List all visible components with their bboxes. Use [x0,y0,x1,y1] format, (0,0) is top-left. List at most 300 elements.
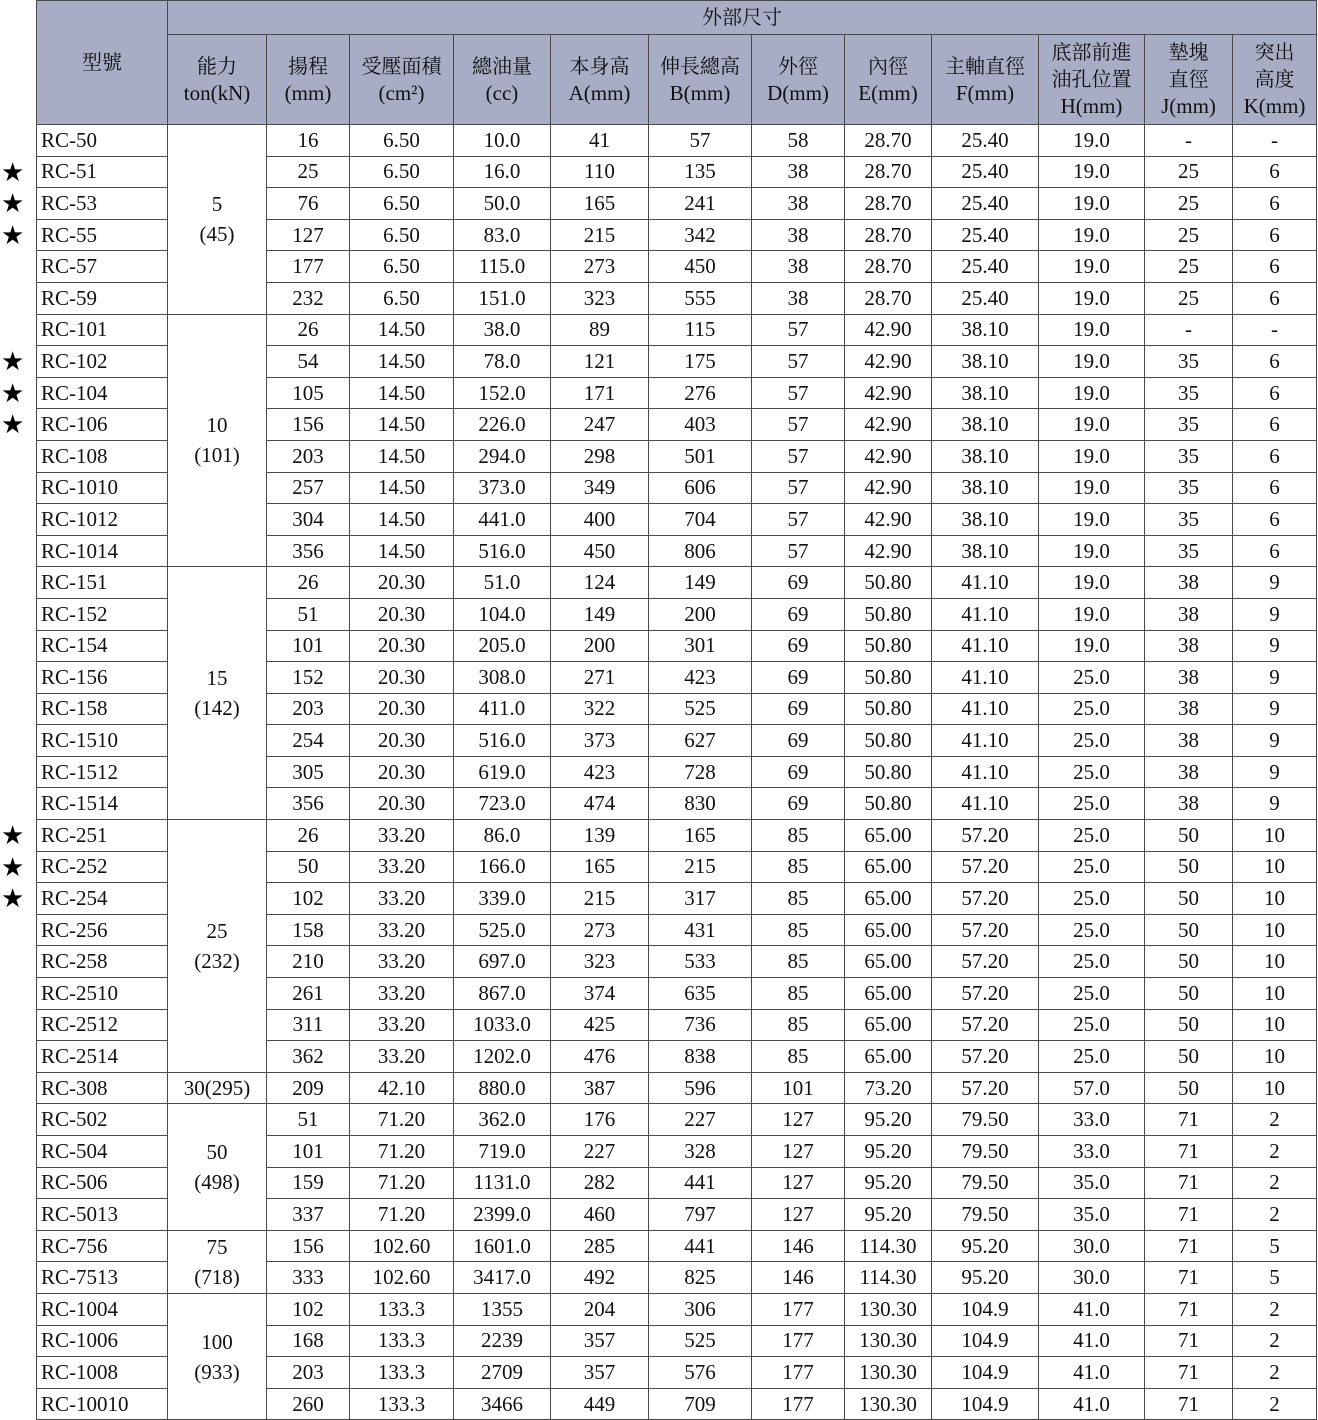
value-cell-e: 95.20 [845,1136,932,1168]
column-header [845,35,932,125]
model-cell: RC-504 [37,1136,168,1168]
value-cell-e: 42.90 [845,346,932,378]
value-cell-area: 6.50 [350,282,454,314]
value-cell-k: 6 [1233,472,1317,504]
value-cell-stroke: 356 [267,535,350,567]
value-cell-h: 35.0 [1039,1167,1145,1199]
star-icon: ★ [1,853,25,883]
model-cell: RC-1510 [37,725,168,757]
column-header-unit: (cm²) [378,80,425,105]
value-cell-e: 50.80 [845,630,932,662]
column-header [752,35,845,125]
value-cell-b: 806 [649,535,752,567]
value-cell-a: 273 [551,251,649,283]
value-cell-oil: 723.0 [454,788,551,820]
column-header-title: 底部前進 [1051,40,1132,64]
column-header-unit: (cc) [485,80,519,105]
value-cell-b: 450 [649,251,752,283]
value-cell-b: 227 [649,1104,752,1136]
value-cell-f: 41.10 [932,662,1039,694]
value-cell-j: 35 [1145,535,1233,567]
value-cell-a: 165 [551,188,649,220]
value-cell-k: 10 [1233,1009,1317,1041]
value-cell-d: 38 [752,188,845,220]
value-cell-a: 400 [551,504,649,536]
value-cell-b: 115 [649,314,752,346]
model-cell: RC-2510 [37,978,168,1010]
value-cell-h: 25.0 [1039,756,1145,788]
value-cell-k: 5 [1233,1262,1317,1294]
value-cell-f: 79.50 [932,1136,1039,1168]
value-cell-j: 71 [1145,1357,1233,1389]
value-cell-d: 57 [752,535,845,567]
value-cell-oil: 16.0 [454,156,551,188]
value-cell-area: 14.50 [350,314,454,346]
value-cell-b: 596 [649,1072,752,1104]
value-cell-j: 38 [1145,693,1233,725]
value-cell-area: 14.50 [350,440,454,472]
table-row [37,1230,1317,1262]
value-cell-stroke: 203 [267,440,350,472]
value-cell-h: 19.0 [1039,314,1145,346]
value-cell-a: 215 [551,219,649,251]
value-cell-j: 25 [1145,282,1233,314]
value-cell-j: 50 [1145,820,1233,852]
value-cell-area: 33.20 [350,851,454,883]
value-cell-b: 797 [649,1199,752,1231]
value-cell-stroke: 51 [267,1104,350,1136]
value-cell-b: 441 [649,1167,752,1199]
value-cell-f: 104.9 [932,1388,1039,1420]
value-cell-e: 50.80 [845,788,932,820]
value-cell-area: 133.3 [350,1293,454,1325]
capacity-line: (232) [194,948,240,973]
column-header [932,35,1039,125]
value-cell-area: 71.20 [350,1199,454,1231]
value-cell-stroke: 168 [267,1325,350,1357]
value-cell-k: 9 [1233,756,1317,788]
value-cell-e: 28.70 [845,251,932,283]
value-cell-h: 41.0 [1039,1357,1145,1389]
value-cell-h: 19.0 [1039,125,1145,157]
value-cell-e: 28.70 [845,125,932,157]
value-cell-a: 41 [551,125,649,157]
column-header-unit: E(mm) [858,80,918,105]
model-cell: RC-51 [37,156,168,188]
value-cell-stroke: 54 [267,346,350,378]
value-cell-b: 825 [649,1262,752,1294]
value-cell-d: 127 [752,1104,845,1136]
value-cell-e: 130.30 [845,1357,932,1389]
column-header [551,35,649,125]
value-cell-h: 25.0 [1039,693,1145,725]
value-cell-stroke: 257 [267,472,350,504]
value-cell-area: 20.30 [350,630,454,662]
value-cell-oil: 1355 [454,1293,551,1325]
value-cell-a: 373 [551,725,649,757]
value-cell-k: 10 [1233,851,1317,883]
column-header-title: 受壓面積 [361,53,442,78]
value-cell-d: 146 [752,1262,845,1294]
value-cell-oil: 3466 [454,1388,551,1420]
value-cell-oil: 115.0 [454,251,551,283]
value-cell-d: 177 [752,1293,845,1325]
value-cell-stroke: 16 [267,125,350,157]
value-cell-k: 6 [1233,219,1317,251]
capacity-line: (718) [194,1264,240,1289]
value-cell-h: 19.0 [1039,346,1145,378]
value-cell-j: 35 [1145,377,1233,409]
value-cell-a: 474 [551,788,649,820]
value-cell-f: 57.20 [932,914,1039,946]
value-cell-k: 6 [1233,251,1317,283]
value-cell-h: 41.0 [1039,1325,1145,1357]
value-cell-h: 30.0 [1039,1230,1145,1262]
value-cell-e: 73.20 [845,1072,932,1104]
value-cell-stroke: 311 [267,1009,350,1041]
value-cell-stroke: 356 [267,788,350,820]
value-cell-e: 65.00 [845,914,932,946]
value-cell-area: 20.30 [350,756,454,788]
value-cell-e: 50.80 [845,756,932,788]
value-cell-d: 57 [752,346,845,378]
model-cell: RC-59 [37,282,168,314]
value-cell-k: 6 [1233,440,1317,472]
model-cell: RC-1010 [37,472,168,504]
value-cell-j: 50 [1145,883,1233,915]
value-cell-area: 20.30 [350,693,454,725]
value-cell-oil: 38.0 [454,314,551,346]
model-cell: RC-502 [37,1104,168,1136]
value-cell-stroke: 158 [267,914,350,946]
value-cell-oil: 3417.0 [454,1262,551,1294]
value-cell-a: 171 [551,377,649,409]
value-cell-a: 149 [551,598,649,630]
table-row [37,1072,1317,1104]
value-cell-e: 28.70 [845,219,932,251]
column-header-unit: F(mm) [955,80,1015,105]
value-cell-f: 41.10 [932,693,1039,725]
model-cell: RC-57 [37,251,168,283]
value-cell-d: 57 [752,472,845,504]
value-cell-f: 25.40 [932,125,1039,157]
value-cell-a: 425 [551,1009,649,1041]
value-cell-k: 2 [1233,1293,1317,1325]
value-cell-a: 323 [551,282,649,314]
value-cell-e: 50.80 [845,598,932,630]
value-cell-f: 57.20 [932,1009,1039,1041]
cylinder-spec-table [36,0,1317,1420]
value-cell-e: 130.30 [845,1388,932,1420]
value-cell-a: 89 [551,314,649,346]
model-cell: RC-256 [37,914,168,946]
value-cell-j: - [1145,125,1233,157]
value-cell-e: 28.70 [845,156,932,188]
value-cell-a: 298 [551,440,649,472]
model-cell: RC-5013 [37,1199,168,1231]
value-cell-d: 177 [752,1388,845,1420]
value-cell-h: 19.0 [1039,251,1145,283]
value-cell-j: 71 [1145,1293,1233,1325]
value-cell-stroke: 156 [267,1230,350,1262]
value-cell-b: 728 [649,756,752,788]
column-header-title: 油孔位置 [1051,67,1132,91]
value-cell-oil: 166.0 [454,851,551,883]
value-cell-oil: 1601.0 [454,1230,551,1262]
value-cell-d: 177 [752,1357,845,1389]
model-cell: RC-252 [37,851,168,883]
capacity-line: 100 [201,1329,233,1354]
value-cell-j: 71 [1145,1388,1233,1420]
model-cell: RC-1012 [37,504,168,536]
value-cell-k: 2 [1233,1388,1317,1420]
value-cell-stroke: 362 [267,1041,350,1073]
table-row [37,1104,1317,1136]
value-cell-j: 50 [1145,978,1233,1010]
value-cell-f: 25.40 [932,156,1039,188]
value-cell-b: 441 [649,1230,752,1262]
value-cell-a: 492 [551,1262,649,1294]
column-header-title: 突出 [1254,40,1295,64]
star-icon: ★ [1,379,25,409]
value-cell-h: 33.0 [1039,1136,1145,1168]
value-cell-j: 71 [1145,1199,1233,1231]
value-cell-stroke: 26 [267,820,350,852]
column-header-title: 外徑 [778,53,818,78]
star-icon: ★ [1,189,25,219]
value-cell-j: 38 [1145,567,1233,599]
value-cell-f: 57.20 [932,978,1039,1010]
value-cell-h: 25.0 [1039,914,1145,946]
value-cell-a: 273 [551,914,649,946]
value-cell-a: 449 [551,1388,649,1420]
value-cell-b: 838 [649,1041,752,1073]
value-cell-a: 357 [551,1325,649,1357]
value-cell-oil: 78.0 [454,346,551,378]
star-icon: ★ [1,158,25,188]
value-cell-oil: 2239 [454,1325,551,1357]
value-cell-b: 57 [649,125,752,157]
dimensions-group-header: 外部尺寸 [168,1,1317,35]
value-cell-f: 57.20 [932,1072,1039,1104]
value-cell-area: 33.20 [350,820,454,852]
model-cell: RC-1006 [37,1325,168,1357]
value-cell-oil: 226.0 [454,409,551,441]
value-cell-d: 69 [752,630,845,662]
value-cell-j: 38 [1145,756,1233,788]
value-cell-oil: 516.0 [454,535,551,567]
value-cell-f: 57.20 [932,1041,1039,1073]
value-cell-a: 124 [551,567,649,599]
value-cell-d: 69 [752,788,845,820]
value-cell-b: 606 [649,472,752,504]
column-header-unit: B(mm) [669,80,731,105]
value-cell-b: 525 [649,693,752,725]
value-cell-k: 9 [1233,693,1317,725]
value-cell-d: 146 [752,1230,845,1262]
value-cell-a: 227 [551,1136,649,1168]
value-cell-oil: 441.0 [454,504,551,536]
value-cell-k: 6 [1233,504,1317,536]
value-cell-stroke: 50 [267,851,350,883]
value-cell-a: 165 [551,851,649,883]
value-cell-h: 25.0 [1039,1041,1145,1073]
value-cell-f: 95.20 [932,1230,1039,1262]
column-header-title: 主軸直徑 [945,53,1025,78]
value-cell-b: 175 [649,346,752,378]
value-cell-h: 25.0 [1039,946,1145,978]
value-cell-a: 285 [551,1230,649,1262]
value-cell-d: 85 [752,1041,845,1073]
value-cell-k: - [1233,125,1317,157]
value-cell-j: 35 [1145,504,1233,536]
value-cell-f: 25.40 [932,188,1039,220]
value-cell-a: 460 [551,1199,649,1231]
value-cell-e: 42.90 [845,409,932,441]
model-cell: RC-102 [37,346,168,378]
value-cell-oil: 308.0 [454,662,551,694]
value-cell-b: 306 [649,1293,752,1325]
value-cell-e: 65.00 [845,978,932,1010]
star-icon: ★ [1,410,25,440]
value-cell-j: 35 [1145,440,1233,472]
model-cell: RC-506 [37,1167,168,1199]
value-cell-k: 6 [1233,188,1317,220]
value-cell-area: 20.30 [350,598,454,630]
model-cell: RC-101 [37,314,168,346]
value-cell-e: 95.20 [845,1104,932,1136]
value-cell-h: 41.0 [1039,1388,1145,1420]
value-cell-oil: 619.0 [454,756,551,788]
value-cell-j: 50 [1145,946,1233,978]
value-cell-stroke: 152 [267,662,350,694]
value-cell-a: 357 [551,1357,649,1389]
value-cell-h: 19.0 [1039,630,1145,662]
value-cell-a: 387 [551,1072,649,1104]
model-cell: RC-1512 [37,756,168,788]
value-cell-j: 50 [1145,1009,1233,1041]
value-cell-e: 65.00 [845,820,932,852]
value-cell-area: 14.50 [350,377,454,409]
value-cell-h: 25.0 [1039,788,1145,820]
model-cell: RC-756 [37,1230,168,1262]
value-cell-h: 35.0 [1039,1199,1145,1231]
value-cell-h: 19.0 [1039,472,1145,504]
value-cell-d: 85 [752,883,845,915]
capacity-line: (142) [194,696,240,721]
capacity-cell [168,820,267,1073]
value-cell-a: 139 [551,820,649,852]
model-cell: RC-251 [37,820,168,852]
value-cell-j: 38 [1145,788,1233,820]
value-cell-e: 42.90 [845,377,932,409]
value-cell-oil: 1202.0 [454,1041,551,1073]
value-cell-area: 71.20 [350,1167,454,1199]
value-cell-stroke: 156 [267,409,350,441]
value-cell-b: 576 [649,1357,752,1389]
value-cell-a: 110 [551,156,649,188]
value-cell-b: 165 [649,820,752,852]
value-cell-e: 95.20 [845,1199,932,1231]
value-cell-area: 14.50 [350,346,454,378]
table-row [37,314,1317,346]
value-cell-j: 38 [1145,598,1233,630]
value-cell-j: 71 [1145,1104,1233,1136]
star-icon: ★ [1,884,25,914]
value-cell-stroke: 101 [267,1136,350,1168]
value-cell-j: 38 [1145,630,1233,662]
value-cell-f: 79.50 [932,1167,1039,1199]
value-cell-f: 41.10 [932,725,1039,757]
value-cell-k: 10 [1233,883,1317,915]
value-cell-area: 6.50 [350,188,454,220]
model-cell: RC-50 [37,125,168,157]
value-cell-d: 57 [752,314,845,346]
value-cell-area: 14.50 [350,409,454,441]
value-cell-j: 35 [1145,346,1233,378]
value-cell-oil: 1131.0 [454,1167,551,1199]
value-cell-area: 102.60 [350,1262,454,1294]
value-cell-e: 42.90 [845,472,932,504]
capacity-cell [168,314,267,567]
value-cell-d: 101 [752,1072,845,1104]
value-cell-k: 9 [1233,598,1317,630]
value-cell-oil: 152.0 [454,377,551,409]
capacity-line: 10 [206,413,228,438]
model-cell: RC-158 [37,693,168,725]
value-cell-b: 276 [649,377,752,409]
value-cell-b: 135 [649,156,752,188]
value-cell-k: 10 [1233,978,1317,1010]
model-cell: RC-104 [37,377,168,409]
value-cell-b: 342 [649,219,752,251]
value-cell-e: 65.00 [845,851,932,883]
value-cell-e: 28.70 [845,282,932,314]
table-row [37,125,1317,157]
value-cell-e: 65.00 [845,883,932,915]
column-header [267,35,350,125]
value-cell-d: 69 [752,725,845,757]
value-cell-h: 19.0 [1039,188,1145,220]
value-cell-oil: 373.0 [454,472,551,504]
value-cell-k: 9 [1233,567,1317,599]
value-cell-a: 282 [551,1167,649,1199]
value-cell-area: 33.20 [350,883,454,915]
capacity-line: 50 [206,1140,228,1165]
value-cell-d: 38 [752,219,845,251]
model-cell: RC-2512 [37,1009,168,1041]
value-cell-b: 431 [649,914,752,946]
column-header [1039,35,1145,125]
value-cell-e: 42.90 [845,504,932,536]
value-cell-area: 6.50 [350,125,454,157]
model-cell: RC-254 [37,883,168,915]
value-cell-h: 19.0 [1039,219,1145,251]
value-cell-h: 19.0 [1039,282,1145,314]
value-cell-d: 69 [752,662,845,694]
value-cell-k: 6 [1233,282,1317,314]
value-cell-stroke: 101 [267,630,350,662]
value-cell-a: 121 [551,346,649,378]
column-header [454,35,551,125]
column-header [649,35,752,125]
column-header-title: 墊塊 [1168,40,1209,64]
value-cell-d: 85 [752,820,845,852]
value-cell-oil: 411.0 [454,693,551,725]
value-cell-area: 133.3 [350,1357,454,1389]
model-cell: RC-308 [37,1072,168,1104]
value-cell-h: 19.0 [1039,156,1145,188]
